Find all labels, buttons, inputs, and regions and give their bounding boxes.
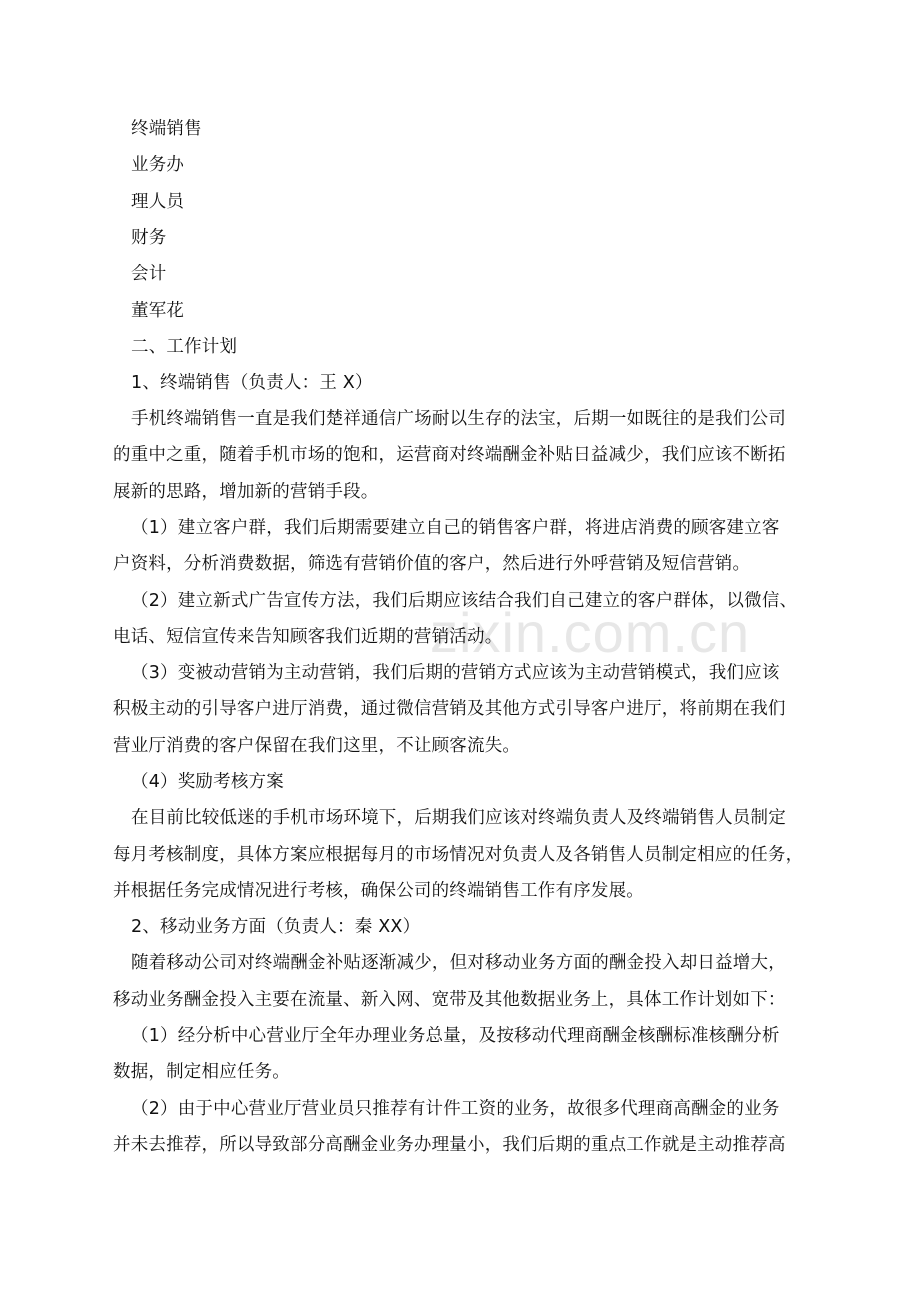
list-item-line: 积极主动的引导客户进厅消费，通过微信营销及其他方式引导客户进厅，将前期在我们: [113, 699, 786, 719]
paragraph-line: 展新的思路，增加新的营销手段。: [113, 482, 379, 502]
list-item-line: 电话、短信宣传来告知顾客我们近期的营销活动。: [113, 627, 503, 647]
list-item-line: （1）建立客户群，我们后期需要建立自己的销售客户群，将进店消费的顾客建立客: [131, 518, 780, 538]
list-item-line: （2）建立新式广告宣传方法，我们后期应该结合我们自己建立的客户群体，以微信、: [131, 591, 798, 611]
list-item-line: 并未去推荐，所以导致部分高酬金业务办理量小，我们后期的重点工作就是主动推荐高: [113, 1135, 786, 1155]
list-item-line: （2）由于中心营业厅营业员只推荐有计件工资的业务，故很多代理商高酬金的业务: [131, 1099, 780, 1119]
paragraph-line: 每月考核制度，具体方案应根据每月的市场情况对负责人及各销售人员制定相应的任务，: [113, 845, 804, 865]
staff-line: 业务办: [131, 155, 185, 175]
list-item-line: （4）奖励考核方案: [131, 772, 284, 792]
section-title: 二、工作计划: [131, 337, 238, 357]
paragraph-line: 在目前比较低迷的手机市场环境下，后期我们应该对终端负责人及终端销售人员制定: [131, 808, 786, 828]
paragraph-line: 移动业务酬金投入主要在流量、新入网、宽带及其他数据业务上，具体工作计划如下：: [113, 990, 786, 1010]
staff-line: 会计: [131, 264, 167, 284]
staff-line: 董军花: [131, 301, 185, 321]
paragraph-line: 的重中之重，随着手机市场的饱和，运营商对终端酬金补贴日益减少，我们应该不断拓: [113, 445, 786, 465]
paragraph-line: 随着移动公司对终端酬金补贴逐渐减少，但对移动业务方面的酬金投入却日益增大，: [131, 953, 786, 973]
list-item-line: 户资料，分析消费数据，筛选有营销价值的客户，然后进行外呼营销及短信营销。: [113, 554, 751, 574]
staff-line: 理人员: [131, 192, 185, 212]
list-item-line: 数据，制定相应任务。: [113, 1062, 290, 1082]
paragraph-line: 并根据任务完成情况进行考核，确保公司的终端销售工作有序发展。: [113, 881, 644, 901]
list-item-line: （3）变被动营销为主动营销，我们后期的营销方式应该为主动营销模式，我们应该: [131, 663, 780, 683]
list-item-line: （1）经分析中心营业厅全年办理业务总量，及按移动代理商酬金核酬标准核酬分析: [131, 1026, 780, 1046]
list-item-line: 营业厅消费的客户保留在我们这里，不让顾客流失。: [113, 736, 521, 756]
subsection-title: 2、移动业务方面（负责人：秦 XX）: [131, 917, 421, 937]
subsection-title: 1、终端销售（负责人：王 X）: [131, 373, 373, 393]
watermark: zixin.com.cn: [430, 601, 751, 664]
staff-line: 终端销售: [131, 119, 202, 139]
staff-line: 财务: [131, 228, 167, 248]
paragraph-line: 手机终端销售一直是我们楚祥通信广场耐以生存的法宝，后期一如既往的是我们公司: [131, 409, 786, 429]
